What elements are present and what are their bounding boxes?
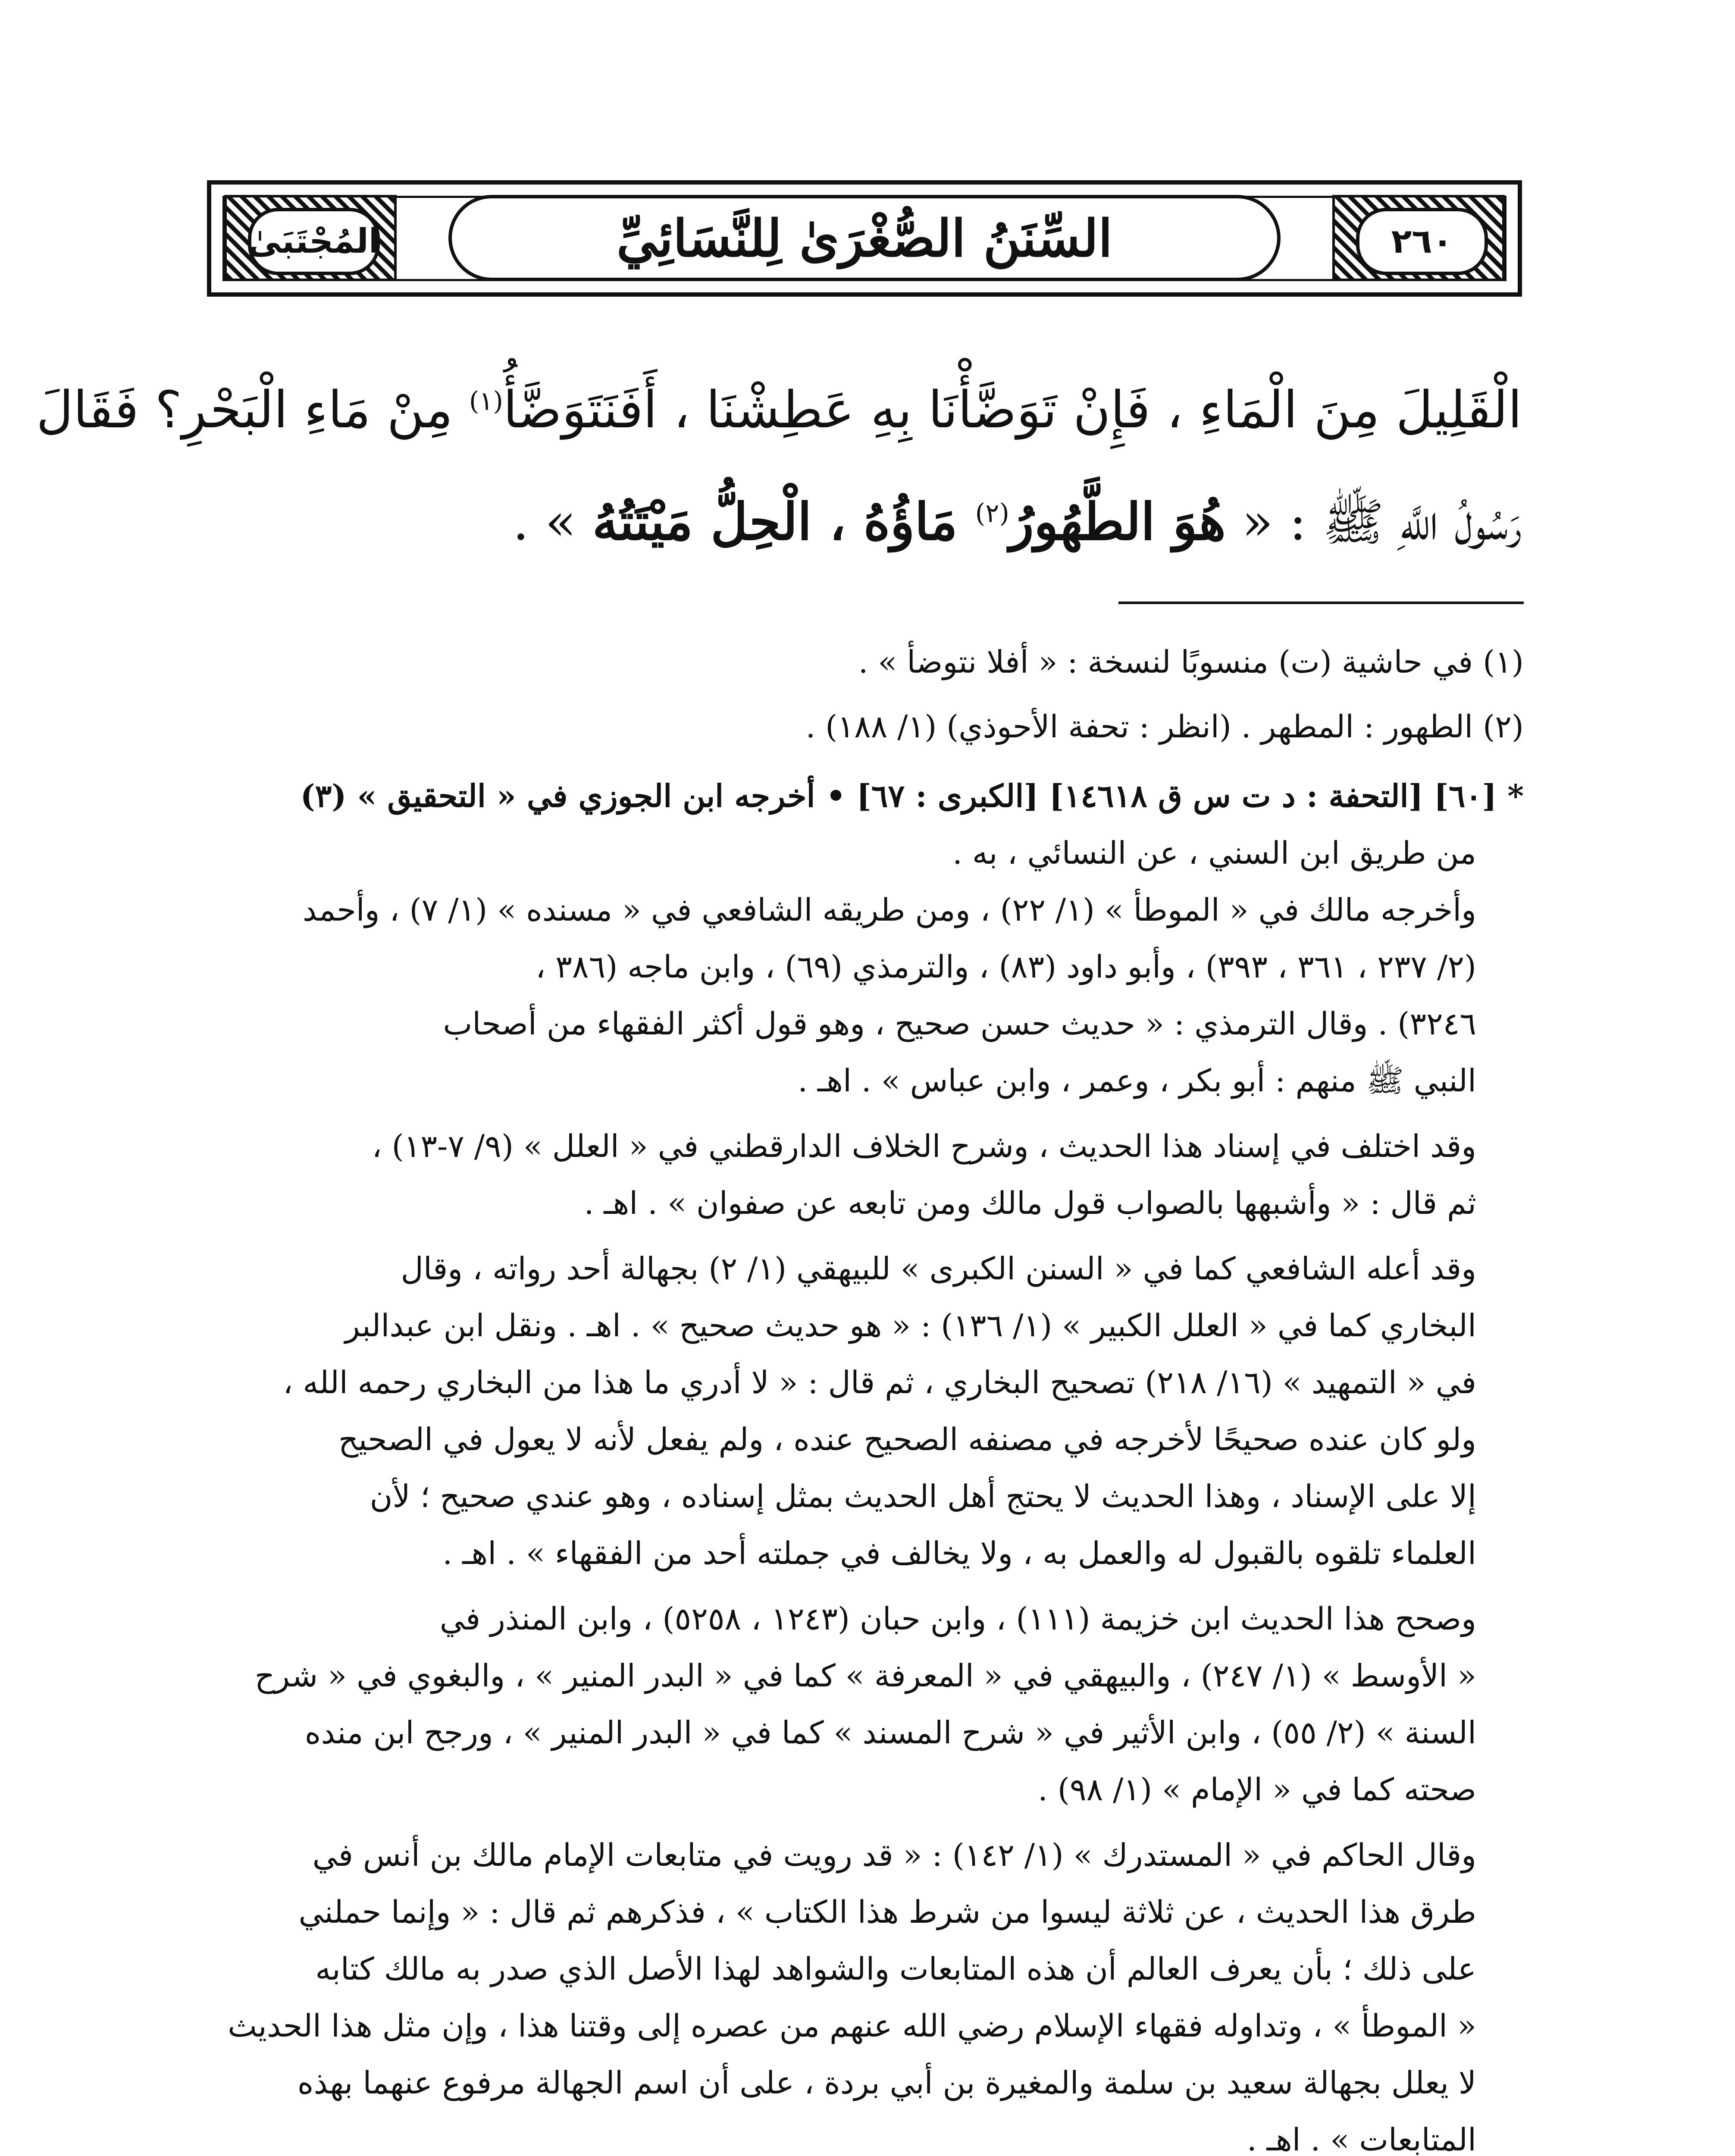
footnote-ref: (٢): [975, 498, 1009, 529]
footnotes: [209, 630, 1524, 759]
commentary-line: وقد أعله الشافعي كما في « السنن الكبرى » للبيهقي (١/ ٢) بجهالة أحد رواته ، وقال: [401, 1250, 1476, 1287]
commentary-line: وقال الحاكم في « المستدرك » (١/ ١٤٢) : « قد رويت في متابعات الإمام مالك بن أنس في: [312, 1837, 1476, 1873]
page-header: [207, 180, 1522, 297]
ornament-label: المُجْتَبَىٰ: [247, 222, 380, 261]
takhrij-header: * [٦٠] [التحفة : د ت س ق ١٤٦١٨] [الكبرى : ٦٧] • أخرجه ابن الجوزي في « التحقيق » (٣): [300, 777, 1524, 814]
main-text-line: [36, 354, 1522, 466]
book-logo-medallion: [248, 208, 380, 275]
commentary-line: وقد اختلف في إسناد هذا الحديث ، وشرح الخلاف الدارقطني في « العلل » (٩/ ٧-١٣) ،: [372, 1128, 1476, 1164]
title-cartouche: [448, 195, 1281, 281]
footnote-separator: [1118, 602, 1524, 604]
commentary-line: في « التمهيد » (١٦/ ٢١٨) تصحيح البخاري ، ثم قال : « لا أدري ما هذا من البخاري رحمه الله ،: [283, 1364, 1476, 1401]
footnote: (٢) الطهور : المطهر . (انظر : تحفة الأحوذي) (١/ ١٨٨) .: [805, 708, 1524, 745]
right-ornament: [1332, 195, 1505, 281]
commentary-line: من طريق ابن السني ، عن النسائي ، به .: [952, 835, 1476, 871]
footnote: (١) في حاشية (ت) منسوبًا لنسخة : « أفلا نتوضأ » .: [858, 644, 1524, 680]
commentary-line: المتابعات » . اهـ .: [1246, 2122, 1476, 2156]
main-text-segment: مِنْ مَاءِ الْبَحْرِ؟ فَقَالَ: [36, 380, 469, 439]
commentary-line: (٢/ ٢٣٧ ، ٣٦١ ، ٣٩٣) ، وأبو داود (٨٣) ، والترمذي (٦٩) ، وابن ماجه (٣٨٦ ،: [536, 949, 1476, 985]
commentary-line: النبي ﷺ منهم : أبو بكر ، وعمر ، وابن عباس » . اهـ .: [798, 1062, 1476, 1099]
commentary-line: لا يعلل بجهالة سعيد بن سلمة والمغيرة بن أبي بردة ، على أن اسم الجهالة مرفوع عنهما بهذه: [297, 2065, 1476, 2101]
main-text-segment: » .: [513, 492, 592, 552]
main-text-segment: الْقَلِيلَ مِنَ الْمَاءِ ، فَإِنْ تَوَضَّأْنَا بِهِ عَطِشْنَا ، أَفَنَتَوَضَّأُ: [503, 380, 1522, 439]
commentary-line: طرق هذا الحديث ، عن ثلاثة ليسوا من شرط هذا الكتاب » ، فذكرهم ثم قال : « وإنما حملني: [298, 1894, 1476, 1930]
main-text-segment: رَسُولُ اللَّهِ ﷺ : «: [1226, 492, 1522, 552]
commentary-line: وأخرجه مالك في « الموطأ » (١/ ٢٢) ، ومن طريقه الشافعي في « مسنده » (١/ ٧) ، وأحمد: [302, 892, 1476, 928]
commentary-line: إلا على الإسناد ، وهذا الحديث لا يحتج أهل الحديث بمثل إسناده ، وهو عندي صحيح ؛ لأن: [370, 1478, 1476, 1514]
commentary-line: السنة » (٢/ ٥٥) ، وابن الأثير في « شرح المسند » كما في « البدر المنير » ، ورجح ابن منده: [304, 1714, 1476, 1751]
commentary-line: ٣٢٤٦) . وقال الترمذي : « حديث حسن صحيح ، وهو قول أكثر الفقهاء من أصحاب: [443, 1006, 1476, 1042]
page-number-medallion: [1356, 208, 1488, 275]
book-title: السِّنَنُ الصُّغْرَىٰ لِلنَّسَائِيِّ: [616, 208, 1113, 268]
commentary-line: ولو كان عنده صحيحًا لأخرجه في مصنفه الصحيح عنده ، ولم يفعل لأنه لا يعول في الصحيح: [338, 1421, 1476, 1457]
commentary-line: ثم قال : « وأشبهها بالصواب قول مالك ومن تابعه عن صفوان » . اهـ .: [584, 1185, 1476, 1221]
page-number: ٢٦٠: [1391, 222, 1453, 261]
commentary-line: « الأوسط » (١/ ٢٤٧) ، والبيهقي في « المعرفة » كما في « البدر المنير » ، والبغوي في « شرح: [254, 1658, 1476, 1694]
left-ornament: [224, 195, 397, 281]
commentary-line: العلماء تلقوه بالقبول له والعمل به ، ولا يخالف في جملته أحد من الفقهاء » . اهـ .: [442, 1535, 1476, 1571]
main-text-line: [211, 466, 1522, 578]
commentary-line: البخاري كما في « العلل الكبير » (١/ ١٣٦) : « هو حديث صحيح » . اهـ . ونقل ابن عبدالبر: [344, 1307, 1476, 1344]
commentary-line: « الموطأ » ، وتداوله فقهاء الإسلام رضي الله عنهم من عصره إلى وقتنا هذا ، وإن مثل هذا الحديث: [228, 2008, 1476, 2044]
commentary: [148, 768, 1524, 2156]
commentary-line: وصحح هذا الحديث ابن خزيمة (١١١) ، وابن حبان (١٢٤٣ ، ٥٢٥٨) ، وابن المنذر في: [439, 1601, 1476, 1637]
commentary-line: على ذلك ؛ بأن يعرف العالم أن هذه المتابعات والشواهد لهذا الأصل الذي صدر به مالك كتابه: [315, 1951, 1476, 1987]
commentary-line: صحته كما في « الإمام » (١/ ٩٨) .: [1038, 1771, 1476, 1808]
hadith-quote: مَاؤُهُ ، الْحِلُّ مَيْتَتُهُ: [592, 492, 975, 552]
main-text: [36, 354, 1522, 578]
footnote-ref: (١): [469, 386, 503, 417]
hadith-quote: هُوَ الطَّهُورُ: [1009, 492, 1226, 552]
